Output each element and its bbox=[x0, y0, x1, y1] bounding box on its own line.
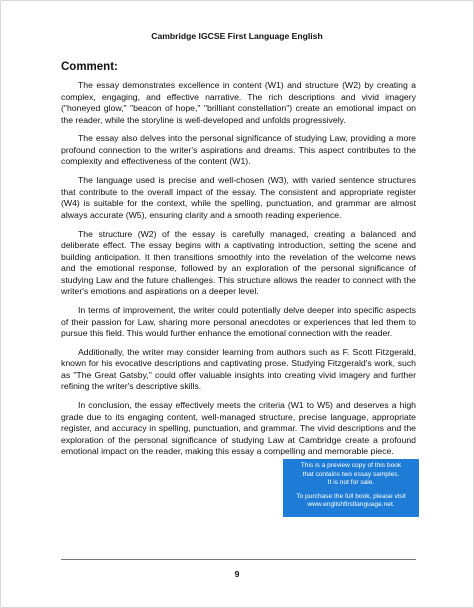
paragraph-2: The essay also delves into the personal significance of studying Law, providing a more profound connection to the writer's aspirations and dreams. This aspect contributes to the complexity and effectiveness of the content (W1). bbox=[61, 133, 416, 167]
preview-notice-link[interactable]: www.englishfirstlanguage.net. bbox=[307, 501, 395, 509]
paragraph-3: The language used is precise and well-chosen (W3), with varied sentence structures that contribute to the overall impact of the essay. The consistent and appropriate register (W4) is suitable for the context, while the spelling, punctuation, and grammar are almost always accurate (W5), ensuring clarity and a smooth reading experience. bbox=[61, 175, 416, 220]
preview-notice-line: that contains two essay samples. bbox=[302, 470, 400, 478]
footer-divider bbox=[61, 559, 416, 560]
comment-body bbox=[61, 80, 416, 465]
preview-notice-line: This is a preview copy of this book bbox=[300, 462, 402, 469]
paragraph-5: In terms of improvement, the writer could potentially delve deeper into specific aspects of their passion for Law, sharing more personal anecdotes or experiences that led them to pursue this field. This would further enhance the emotional connection with the reader. bbox=[61, 305, 416, 339]
paragraph-7: In conclusion, the essay effectively meets the criteria (W1 to W5) and deserves a high grade due to its engaging content, well-managed structure, precise language, appropriate register, and accuracy in spelling, punctuation, and grammar. The vivid descriptions and the exploration of the personal significance of studying Law at Cambridge create a profound emotional impact on the reader, making this essay a compelling and memorable piece. bbox=[61, 400, 416, 457]
page-number: 9 bbox=[234, 569, 240, 579]
page-header-title: Cambridge IGCSE First Language English bbox=[151, 31, 323, 41]
paragraph-6: Additionally, the writer may consider learning from authors such as F. Scott Fitzgerald, known for his evocative descriptions and captivating prose. Studying Fitzgerald's work, such as "The Great Gatsby," could offer valuable insights into creating vivid imagery and further refining the writer's descriptive skills. bbox=[61, 346, 416, 392]
preview-notice-line: To purchase the full book, please visit bbox=[296, 492, 406, 500]
paragraph-4: The structure (W2) of the essay is carefully managed, creating a balanced and deliberate effect. The essay begins with a captivating introduction, setting the scene and building anticipation. It then transitions smoothly into the revelation of the welcome news and the emotional response, followed by an exploration of the personal significance of studying Law and the future challenges. This structure allows the reader to connect with the writer's emotions and aspirations on a deeper level. bbox=[61, 228, 416, 297]
comment-heading: Comment: bbox=[61, 61, 118, 73]
paragraph-1: The essay demonstrates excellence in content (W1) and structure (W2) by creating a complex, engaging, and effective narrative. The rich descriptions and vivid imagery ("honeyed glow," "beacon of hope," "brilliant constellation") create an emotional impact on the reader, while the storyline is well-developed and unfolds progressively. bbox=[61, 80, 416, 125]
preview-notice-line: It is not for sale. bbox=[327, 479, 375, 487]
preview-notice-box bbox=[283, 459, 419, 517]
